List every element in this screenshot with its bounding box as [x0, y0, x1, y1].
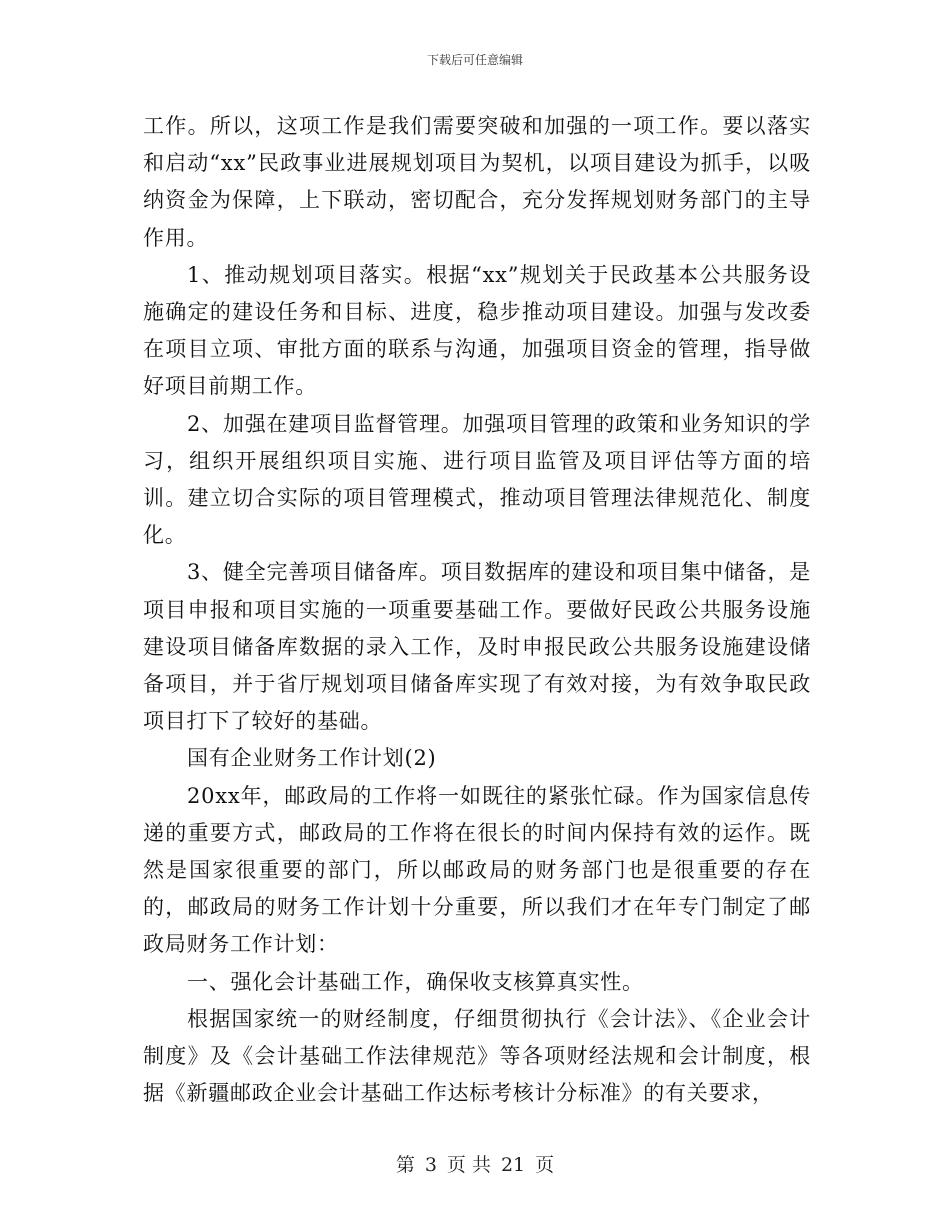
- paragraph-6: 根据国家统一的财经制度，仔细贯彻执行《会计法》、《企业会计制度》及《会计基础工作法律规范》等各项财经法规和会计制度，根据《新疆邮政企业会计基础工作达标考核计分标准》的有关要求，: [143, 1006, 811, 1106]
- current-page-number: 3: [424, 1154, 437, 1176]
- paragraph-5: 20xx年，邮政局的工作将一如既往的紧张忙碌。作为国家信息传递的重要方式，邮政局的工作将在很长的时间内保持有效的运作。既然是国家很重要的部门，所以邮政局的财务部门也是很重要的存在的，邮政局的财务工作计划十分重要，所以我们才在年专门制定了邮政局财务工作计划：: [143, 783, 811, 957]
- section-title: 国有企业财务工作计划(2): [187, 746, 437, 771]
- total-page-count: 21: [500, 1154, 526, 1176]
- footer-suffix: 页: [535, 1154, 555, 1176]
- paragraph-3: 2、加强在建项目监督管理。加强项目管理的政策和业务知识的学习，组织开展组织项目实施、进行项目监管及项目评估等方面的培训。建立切合实际的项目管理模式，推动项目管理法律规范化、制度化。: [143, 411, 811, 548]
- page-header: 下载后可任意编辑: [426, 53, 523, 67]
- paragraph-2: 1、推动规划项目落实。根据“xx”规划关于民政基本公共服务设施确定的建设任务和目标、进度，稳步推动项目建设。加强与发改委在项目立项、审批方面的联系与沟通，加强项目资金的管理，指导做好项目前期工作。: [143, 262, 811, 399]
- page-footer: [0, 1152, 950, 1178]
- footer-middle: 页 共: [446, 1154, 491, 1176]
- footer-prefix: 第: [395, 1154, 415, 1176]
- document-body: [143, 108, 811, 1112]
- paragraph-1: 工作。所以，这项工作是我们需要突破和加强的一项工作。要以落实和启动“xx”民政事业进展规划项目为契机，以项目建设为抓手，以吸纳资金为保障，上下联动，密切配合，充分发挥规划财务部门的主导作用。: [143, 114, 811, 250]
- paragraph-4: 3、健全完善项目储备库。项目数据库的建设和项目集中储备，是项目申报和项目实施的一项重要基础工作。要做好民政公共服务设施建设项目储备库数据的录入工作，及时申报民政公共服务设施建设储备项目，并于省厅规划项目储备库实现了有效对接，为有效争取民政项目打下了较好的基础。: [143, 560, 811, 734]
- subheading: 一、强化会计基础工作，确保收支核算真实性。: [187, 969, 644, 994]
